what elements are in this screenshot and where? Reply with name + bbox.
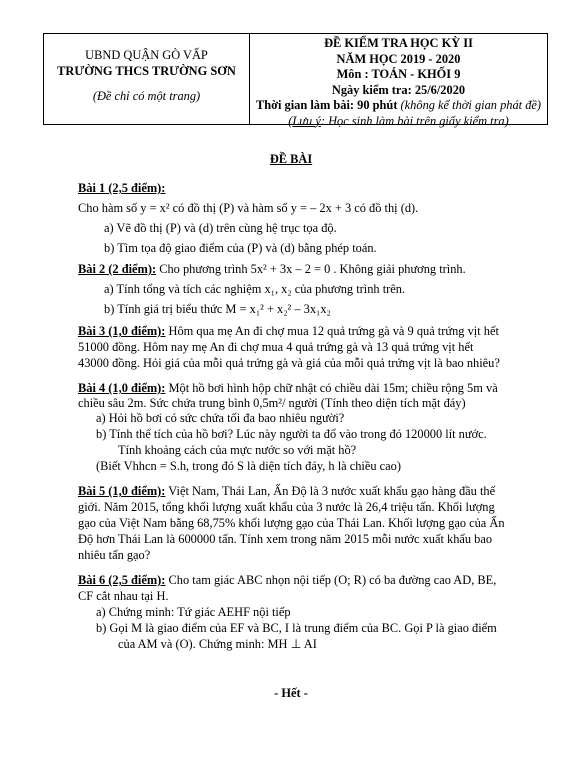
bai1-part-b: b) Tìm tọa độ giao điểm của (P) và (d) bằng phép toán. [104,241,377,255]
paper-note-text: : Học sinh làm bài trên giấy kiểm tra) [320,113,509,128]
bai1-part-a: a) Vẽ đồ thị (P) và (d) trên cùng hệ trục tọa độ. [104,221,337,235]
bai2-heading: Bài 2 (2 điểm): [78,262,157,276]
bai4-text1: Một hồ bơi hình hộp chữ nhật có chiều dài 15m; chiều rộng 5m và [165,381,498,395]
bai4-heading: Bài 4 (1,0 điểm): [78,381,166,395]
bai4-part-b2: Tính khoảng cách của mực nước so với mặt hồ? [118,443,357,457]
school-name: TRƯỜNG THCS TRƯỜNG SƠN [57,63,236,78]
school-info [44,34,250,124]
time-note: (không kể thời gian phát đề) [397,98,542,112]
bai3-heading: Bài 3 (1,0 điểm): [78,324,166,338]
bai5-line2: giới. Năm 2015, tổng khối lượng xuất khẩu của 3 nước là 26,4 triệu tấn. Khối lượng [78,500,495,514]
bai4-line2: chiều sâu 2m. Sức chứa trung bình 0,5m²/ người (Tính theo diện tích mặt đáy) [78,396,466,410]
paper-note-open: ( [288,113,293,128]
bai2-part-a: a) Tính tổng và tích các nghiệm x₁, x₂ của phương trình trên. [104,282,406,296]
bai2-intro-line [78,262,466,278]
bai6-part-a: a) Chứng minh: Tứ giác AEHF nội tiếp [96,605,291,619]
paper-note [250,114,547,130]
time-limit: Thời gian làm bài: 90 phút [255,98,398,112]
bai6-text1: Cho tam giác ABC nhọn nội tiếp (O; R) có ba đường cao AD, BE, [165,573,497,587]
bai6-line2: CF cắt nhau tại H. [78,589,169,603]
bai5-heading: Bài 5 (1,0 điểm): [78,484,166,498]
bai2-intro: Cho phương trình 5x² + 3x – 2 = 0 . Không giải phương trình. [156,262,466,276]
bai6-line1 [78,573,496,589]
exam-header [43,33,548,128]
bai5-line5: nhiêu tấn gạo? [78,548,151,562]
bai4-part-b1: b) Tính thể tích của hồ bơi? Lúc này người ta đổ vào trong đó 120000 lít nước. [96,427,487,441]
end-marker: - Hết - [274,686,308,700]
subject: Môn : TOÁN - KHỐI 9 [336,67,461,81]
page-count-note: (Đề chỉ có một trang) [92,89,201,103]
bai5-line3: gạo của Việt Nam bằng 68,75% khối lượng gạo của Thái Lan. Khối lượng gạo của Ấn [78,516,505,530]
district-name: UBND QUẬN GÒ VẤP [85,48,208,62]
bai4-part-a: a) Hỏi hồ bơi có sức chứa tối đa bao nhiêu người? [96,411,345,425]
bai3-line3: 43000 đồng. Hỏi giá của mỗi quả trứng gà và giá của mỗi quả trứng vịt là bao nhiêu? [78,356,500,370]
bai5-line4: Độ hơn Thái Lan là 600000 tấn. Tính xem trong năm 2015 mỗi nước xuất khẩu bao [78,532,493,546]
bai1-heading [78,181,165,197]
bai6-part-b1: b) Gọi M là giao điểm của EF và BC, I là trung điểm của BC. Gọi P là giao điểm [96,621,497,635]
exam-title: ĐỀ KIỂM TRA HỌC KỲ II [324,36,473,50]
exam-info [250,34,547,128]
bai6-part-b2: của AM và (O). Chứng minh: MH ⊥ AI [118,637,317,651]
bai5-line1 [78,484,495,500]
bai6-heading: Bài 6 (2,5 điểm): [78,573,166,587]
bai4-formula: (Biết Vhhcn = S.h, trong đó S là diện tích đáy, h là chiều cao) [96,459,401,473]
bai1-intro: Cho hàm số y = x² có đồ thị (P) và hàm số y = – 2x + 3 có đồ thị (d). [78,201,419,215]
bai1-heading-text: Bài 1 (2,5 điểm): [78,181,166,195]
bai4-line1 [78,381,498,397]
exam-date: Ngày kiểm tra: 25/6/2020 [331,82,466,97]
bai2-part-b: b) Tính giá trị biểu thức M = x₁² + x₂² – 3x₁x₂ [104,302,331,316]
bai3-text1: Hôm qua mẹ An đi chợ mua 12 quả trứng gà và 9 quả trứng vịt hết [165,324,499,338]
time-info [250,98,547,114]
bai3-line1 [78,324,499,340]
bai5-text1: Việt Nam, Thái Lan, Ấn Độ là 3 nước xuất khẩu gạo hàng đầu thế [165,484,496,498]
page-title: ĐỀ BÀI [269,152,313,166]
paper-note-label: Lưu ý [292,113,321,128]
bai3-line2: 51000 đồng. Hôm nay mẹ An đi chợ mua 4 quả trứng gà và 13 quả trứng vịt hết [78,340,474,354]
school-year: NĂM HỌC 2019 - 2020 [336,51,461,66]
